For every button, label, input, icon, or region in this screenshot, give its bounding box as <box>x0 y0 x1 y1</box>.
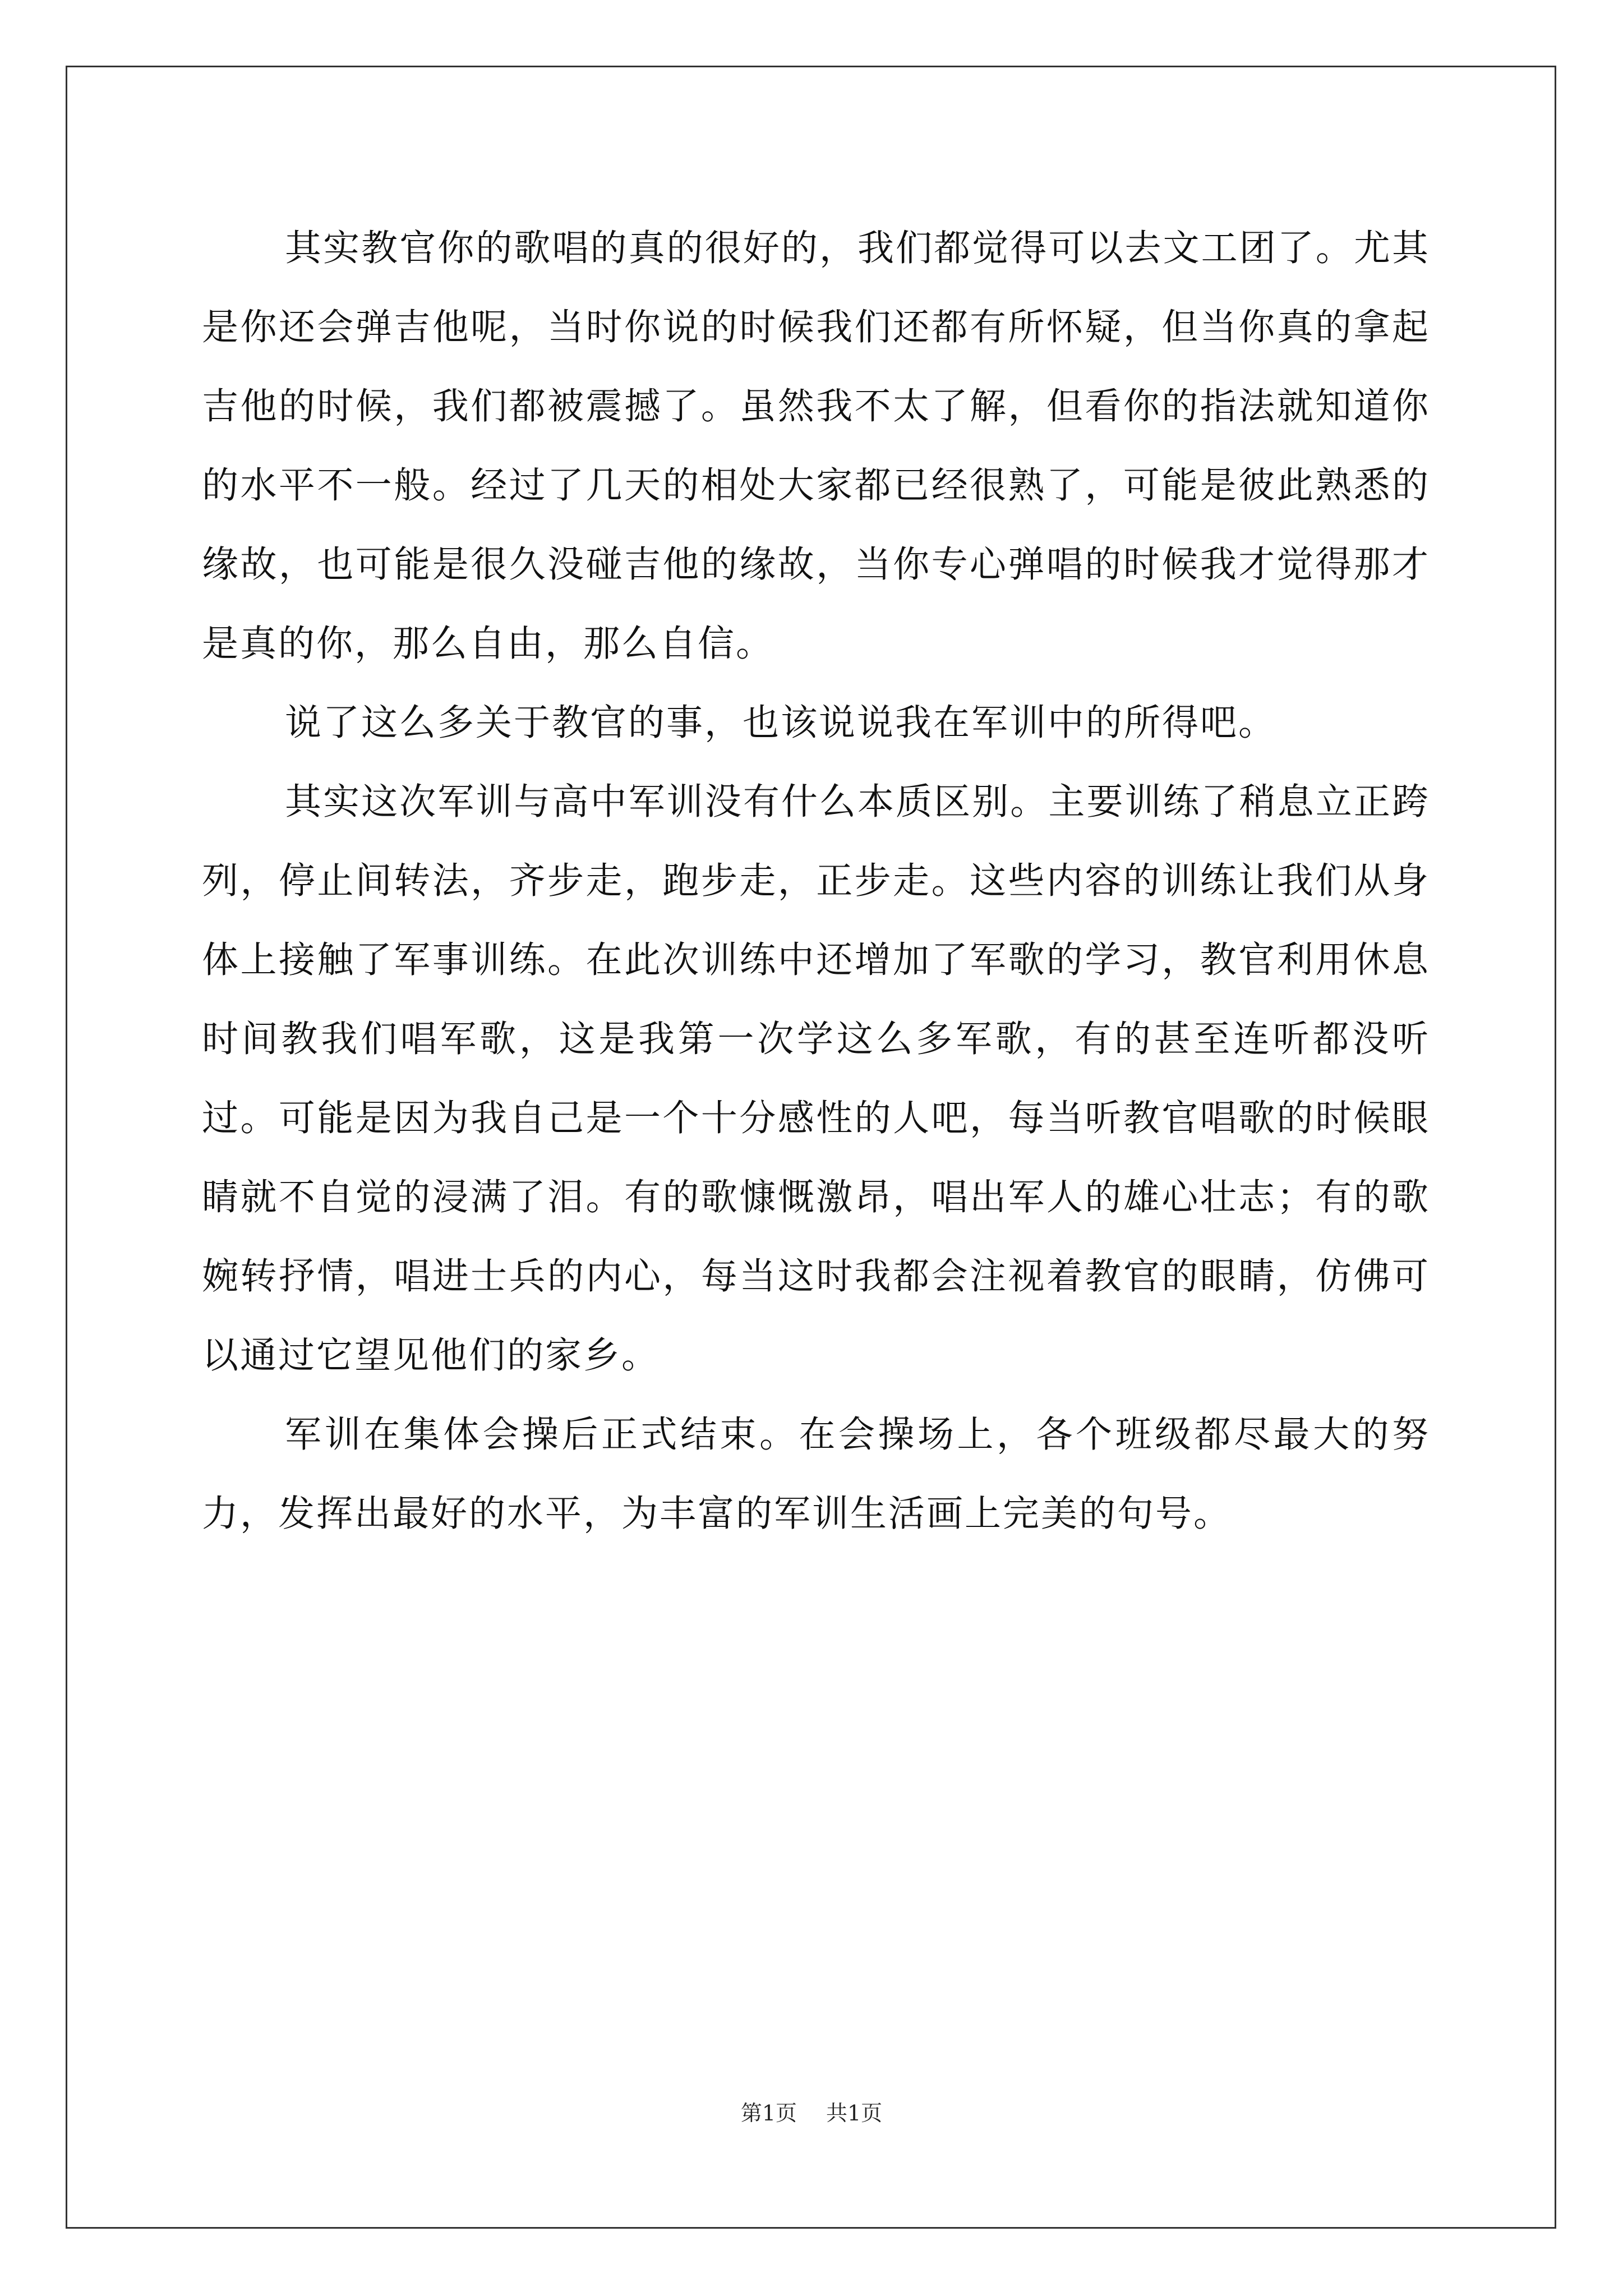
paragraph: 其实教官你的歌唱的真的很好的，我们都觉得可以去文工团了。尤其是你还会弹吉他呢，当时你说的时候我们还都有所怀疑，但当你真的拿起吉他的时候，我们都被震撼了。虽然我不太了解，但看你的指法就知道你的水平不一般。经过了几天的相处大家都已经很熟了，可能是彼此熟悉的缘故，也可能是很久没碰吉他的缘故，当你专心弹唱的时候我才觉得那才是真的你，那么自由，那么自信。 <box>202 227 1430 665</box>
paragraph: 说了这么多关于教官的事，也该说说我在军训中的所得吧。 <box>285 702 1277 744</box>
page-footer <box>0 2099 1623 2127</box>
page-total: 共1页 <box>826 2101 883 2125</box>
paragraph: 其实这次军训与高中军训没有什么本质区别。主要训练了稍息立正跨列，停止间转法，齐步走，跑步走，正步走。这些内容的训练让我们从身体上接触了军事训练。在此次训练中还增加了军歌的学习，教官利用休息时间教我们唱军歌，这是我第一次学这么多军歌，有的甚至连听都没听过。可能是因为我自己是一个十分感性的人吧，每当听教官唱歌的时候眼睛就不自觉的浸满了泪。有的歌慷慨激昂，唱出军人的雄心壮志；有的歌婉转抒情，唱进士兵的内心，每当这时我都会注视着教官的眼睛，仿佛可以通过它望见他们的家乡。 <box>202 781 1430 1377</box>
paragraph: 军训在集体会操后正式结束。在会操场上，各个班级都尽最大的努力，发挥出最好的水平，为丰富的军训生活画上完美的句号。 <box>202 1414 1430 1535</box>
page-number: 第1页 <box>740 2101 797 2125</box>
document-body <box>202 209 1430 1553</box>
